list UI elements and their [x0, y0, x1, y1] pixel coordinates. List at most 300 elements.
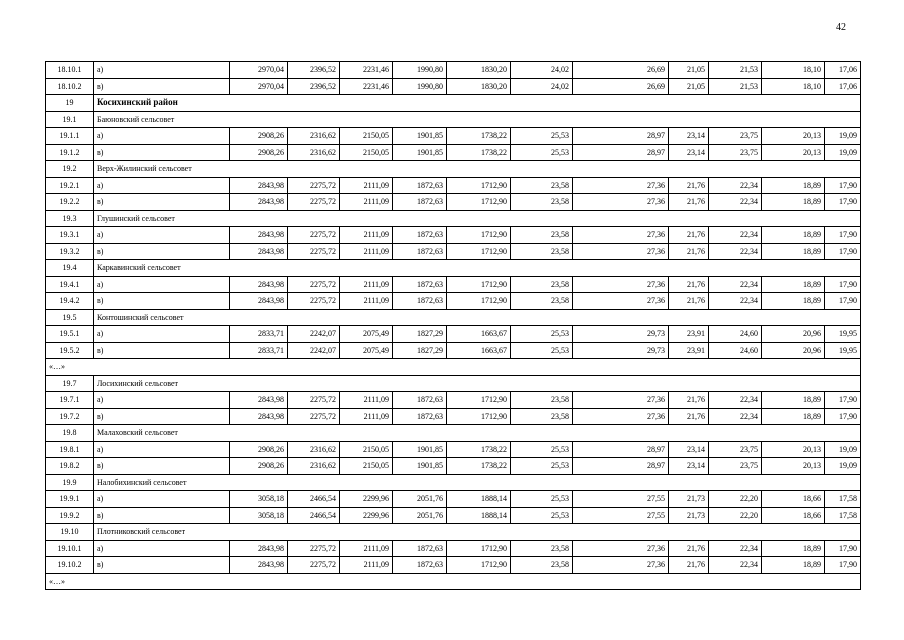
value-cell: 23,58: [511, 557, 573, 574]
value-cell: 23,58: [511, 227, 573, 244]
value-cell: 21,76: [669, 243, 709, 260]
value-cell: 1738,22: [447, 441, 511, 458]
value-cell: 17,90: [825, 392, 861, 409]
table-row: [46, 507, 861, 524]
value-cell: 1712,90: [447, 276, 511, 293]
value-cell: 1738,22: [447, 128, 511, 145]
row-type: в): [94, 458, 230, 475]
row-code: 19.5.2: [46, 342, 94, 359]
value-cell: 21,76: [669, 227, 709, 244]
value-cell: 28,97: [573, 441, 669, 458]
value-cell: 20,96: [762, 326, 825, 343]
table-row: [46, 62, 861, 79]
value-cell: 18,89: [762, 540, 825, 557]
value-cell: 2908,26: [230, 458, 288, 475]
value-cell: 2111,09: [340, 540, 393, 557]
value-cell: 27,36: [573, 243, 669, 260]
value-cell: 23,14: [669, 144, 709, 161]
district-code: 19: [46, 95, 94, 112]
value-cell: 1712,90: [447, 557, 511, 574]
value-cell: 2843,98: [230, 540, 288, 557]
value-cell: 2275,72: [288, 293, 340, 310]
value-cell: 1738,22: [447, 458, 511, 475]
value-cell: 2111,09: [340, 408, 393, 425]
value-cell: 21,76: [669, 557, 709, 574]
value-cell: 23,58: [511, 540, 573, 557]
value-cell: 22,34: [709, 227, 762, 244]
value-cell: 2908,26: [230, 441, 288, 458]
row-type: в): [94, 144, 230, 161]
row-code: 19.9.1: [46, 491, 94, 508]
value-cell: 20,13: [762, 441, 825, 458]
value-cell: 21,76: [669, 540, 709, 557]
page-number: 42: [836, 22, 846, 33]
value-cell: 20,96: [762, 342, 825, 359]
value-cell: 28,97: [573, 458, 669, 475]
value-cell: 22,34: [709, 540, 762, 557]
value-cell: 1990,80: [393, 62, 447, 79]
value-cell: 22,34: [709, 276, 762, 293]
council-row: [46, 161, 861, 178]
council-code: 19.1: [46, 111, 94, 128]
value-cell: 1872,63: [393, 227, 447, 244]
council-title: Налобихинский сельсовет: [94, 474, 861, 491]
council-title: Плотниковский сельсовет: [94, 524, 861, 541]
value-cell: 18,10: [762, 78, 825, 95]
council-row: [46, 309, 861, 326]
council-row: [46, 111, 861, 128]
value-cell: 2111,09: [340, 276, 393, 293]
value-cell: 19,09: [825, 458, 861, 475]
table-row: [46, 243, 861, 260]
value-cell: 25,53: [511, 326, 573, 343]
value-cell: 17,06: [825, 78, 861, 95]
value-cell: 21,76: [669, 392, 709, 409]
value-cell: 1712,90: [447, 293, 511, 310]
value-cell: 2051,76: [393, 507, 447, 524]
row-code: 19.10.1: [46, 540, 94, 557]
tariff-table: [45, 61, 861, 590]
row-code: 19.7.2: [46, 408, 94, 425]
value-cell: 2843,98: [230, 276, 288, 293]
value-cell: 1888,14: [447, 491, 511, 508]
value-cell: 18,89: [762, 557, 825, 574]
value-cell: 18,89: [762, 194, 825, 211]
value-cell: 23,58: [511, 392, 573, 409]
row-type: а): [94, 326, 230, 343]
value-cell: 2299,96: [340, 507, 393, 524]
value-cell: 20,13: [762, 128, 825, 145]
value-cell: 25,53: [511, 458, 573, 475]
value-cell: 28,97: [573, 128, 669, 145]
value-cell: 17,90: [825, 293, 861, 310]
row-type: в): [94, 293, 230, 310]
value-cell: 21,76: [669, 177, 709, 194]
value-cell: 21,53: [709, 78, 762, 95]
value-cell: 29,73: [573, 326, 669, 343]
row-type: а): [94, 392, 230, 409]
value-cell: 2970,04: [230, 62, 288, 79]
value-cell: 1738,22: [447, 144, 511, 161]
value-cell: 2275,72: [288, 243, 340, 260]
value-cell: 18,89: [762, 276, 825, 293]
value-cell: 27,36: [573, 276, 669, 293]
value-cell: 25,53: [511, 507, 573, 524]
value-cell: 17,58: [825, 491, 861, 508]
district-title: Косихинский район: [94, 95, 861, 112]
value-cell: 21,76: [669, 276, 709, 293]
value-cell: 1901,85: [393, 128, 447, 145]
value-cell: 1901,85: [393, 441, 447, 458]
value-cell: 2908,26: [230, 128, 288, 145]
value-cell: 23,75: [709, 458, 762, 475]
row-code: 19.4.1: [46, 276, 94, 293]
row-code: 19.8.1: [46, 441, 94, 458]
value-cell: 2970,04: [230, 78, 288, 95]
table-row: [46, 458, 861, 475]
district-row: [46, 95, 861, 112]
value-cell: 23,91: [669, 342, 709, 359]
value-cell: 21,73: [669, 507, 709, 524]
value-cell: 3058,18: [230, 491, 288, 508]
value-cell: 2396,52: [288, 78, 340, 95]
value-cell: 1663,67: [447, 342, 511, 359]
value-cell: 2111,09: [340, 194, 393, 211]
table-row: [46, 194, 861, 211]
value-cell: 17,90: [825, 408, 861, 425]
table-row: [46, 491, 861, 508]
row-type: а): [94, 227, 230, 244]
value-cell: 2150,05: [340, 144, 393, 161]
row-code: 19.8.2: [46, 458, 94, 475]
row-type: в): [94, 243, 230, 260]
value-cell: 1901,85: [393, 458, 447, 475]
value-cell: 24,02: [511, 62, 573, 79]
value-cell: 1872,63: [393, 177, 447, 194]
value-cell: 2275,72: [288, 408, 340, 425]
value-cell: 18,89: [762, 227, 825, 244]
value-cell: 17,90: [825, 540, 861, 557]
value-cell: 27,36: [573, 194, 669, 211]
value-cell: 27,36: [573, 392, 669, 409]
value-cell: 22,34: [709, 243, 762, 260]
value-cell: 2466,54: [288, 491, 340, 508]
row-code: 18.10.2: [46, 78, 94, 95]
value-cell: 1830,20: [447, 78, 511, 95]
value-cell: 2242,07: [288, 342, 340, 359]
row-code: 19.3.1: [46, 227, 94, 244]
value-cell: 2150,05: [340, 441, 393, 458]
value-cell: 18,89: [762, 177, 825, 194]
value-cell: 1712,90: [447, 227, 511, 244]
council-code: 19.4: [46, 260, 94, 277]
value-cell: 29,73: [573, 342, 669, 359]
value-cell: 23,14: [669, 441, 709, 458]
council-row: [46, 260, 861, 277]
table-row: [46, 540, 861, 557]
table-row: [46, 326, 861, 343]
value-cell: 1830,20: [447, 62, 511, 79]
row-type: а): [94, 62, 230, 79]
value-cell: 18,66: [762, 507, 825, 524]
value-cell: 27,36: [573, 540, 669, 557]
value-cell: 17,90: [825, 276, 861, 293]
value-cell: 2833,71: [230, 326, 288, 343]
value-cell: 21,05: [669, 62, 709, 79]
value-cell: 17,90: [825, 243, 861, 260]
value-cell: 23,14: [669, 128, 709, 145]
value-cell: 1712,90: [447, 392, 511, 409]
value-cell: 20,13: [762, 144, 825, 161]
value-cell: 23,58: [511, 276, 573, 293]
value-cell: 17,90: [825, 177, 861, 194]
value-cell: 2316,62: [288, 128, 340, 145]
table-row: [46, 276, 861, 293]
value-cell: 2242,07: [288, 326, 340, 343]
council-code: 19.10: [46, 524, 94, 541]
value-cell: 18,89: [762, 293, 825, 310]
table-row: [46, 128, 861, 145]
value-cell: 1827,29: [393, 326, 447, 343]
value-cell: 1712,90: [447, 243, 511, 260]
value-cell: 23,58: [511, 408, 573, 425]
value-cell: 21,05: [669, 78, 709, 95]
value-cell: 2843,98: [230, 293, 288, 310]
council-code: 19.3: [46, 210, 94, 227]
value-cell: 27,55: [573, 491, 669, 508]
value-cell: 23,14: [669, 458, 709, 475]
row-code: 19.4.2: [46, 293, 94, 310]
council-title: Лосихинский сельсовет: [94, 375, 861, 392]
value-cell: 24,60: [709, 342, 762, 359]
table-row: [46, 227, 861, 244]
table-row: [46, 557, 861, 574]
value-cell: 23,58: [511, 243, 573, 260]
council-row: [46, 210, 861, 227]
value-cell: 27,36: [573, 408, 669, 425]
value-cell: 2843,98: [230, 243, 288, 260]
value-cell: 23,75: [709, 144, 762, 161]
council-row: [46, 425, 861, 442]
row-code: 19.1.1: [46, 128, 94, 145]
table-row: [46, 293, 861, 310]
value-cell: 22,34: [709, 293, 762, 310]
value-cell: 23,58: [511, 293, 573, 310]
value-cell: 22,34: [709, 194, 762, 211]
value-cell: 1872,63: [393, 392, 447, 409]
value-cell: 3058,18: [230, 507, 288, 524]
value-cell: 19,95: [825, 342, 861, 359]
value-cell: 21,76: [669, 194, 709, 211]
value-cell: 1712,90: [447, 540, 511, 557]
row-type: а): [94, 128, 230, 145]
value-cell: 21,76: [669, 408, 709, 425]
value-cell: 1888,14: [447, 507, 511, 524]
value-cell: 2316,62: [288, 144, 340, 161]
council-title: Малаховский сельсовет: [94, 425, 861, 442]
value-cell: 27,36: [573, 293, 669, 310]
value-cell: 27,36: [573, 177, 669, 194]
value-cell: 2316,62: [288, 458, 340, 475]
omission-mark: «…»: [46, 359, 861, 376]
value-cell: 25,53: [511, 441, 573, 458]
row-type: а): [94, 441, 230, 458]
council-title: Верх-Жилинский сельсовет: [94, 161, 861, 178]
value-cell: 19,09: [825, 144, 861, 161]
council-code: 19.2: [46, 161, 94, 178]
row-type: в): [94, 507, 230, 524]
row-type: в): [94, 78, 230, 95]
value-cell: 2111,09: [340, 392, 393, 409]
value-cell: 1663,67: [447, 326, 511, 343]
value-cell: 2075,49: [340, 342, 393, 359]
value-cell: 2231,46: [340, 78, 393, 95]
value-cell: 25,53: [511, 491, 573, 508]
value-cell: 28,97: [573, 144, 669, 161]
value-cell: 23,58: [511, 194, 573, 211]
value-cell: 2111,09: [340, 227, 393, 244]
value-cell: 1872,63: [393, 243, 447, 260]
value-cell: 2843,98: [230, 392, 288, 409]
value-cell: 18,89: [762, 408, 825, 425]
value-cell: 1712,90: [447, 194, 511, 211]
row-type: в): [94, 408, 230, 425]
value-cell: 2316,62: [288, 441, 340, 458]
value-cell: 2275,72: [288, 194, 340, 211]
value-cell: 24,60: [709, 326, 762, 343]
value-cell: 1872,63: [393, 540, 447, 557]
value-cell: 1827,29: [393, 342, 447, 359]
value-cell: 17,90: [825, 227, 861, 244]
value-cell: 18,89: [762, 392, 825, 409]
value-cell: 17,58: [825, 507, 861, 524]
value-cell: 2150,05: [340, 128, 393, 145]
council-title: Контошинский сельсовет: [94, 309, 861, 326]
council-title: Каркавинский сельсовет: [94, 260, 861, 277]
value-cell: 1712,90: [447, 177, 511, 194]
value-cell: 2833,71: [230, 342, 288, 359]
value-cell: 22,34: [709, 177, 762, 194]
value-cell: 2843,98: [230, 557, 288, 574]
value-cell: 2075,49: [340, 326, 393, 343]
council-code: 19.9: [46, 474, 94, 491]
value-cell: 1712,90: [447, 408, 511, 425]
row-type: а): [94, 491, 230, 508]
row-type: а): [94, 276, 230, 293]
row-code: 19.9.2: [46, 507, 94, 524]
value-cell: 27,55: [573, 507, 669, 524]
value-cell: 1990,80: [393, 78, 447, 95]
table-row: [46, 342, 861, 359]
row-type: в): [94, 342, 230, 359]
value-cell: 26,69: [573, 62, 669, 79]
row-code: 19.2.1: [46, 177, 94, 194]
value-cell: 2111,09: [340, 293, 393, 310]
row-type: а): [94, 177, 230, 194]
value-cell: 2299,96: [340, 491, 393, 508]
value-cell: 1872,63: [393, 293, 447, 310]
value-cell: 2843,98: [230, 194, 288, 211]
row-code: 18.10.1: [46, 62, 94, 79]
value-cell: 2111,09: [340, 557, 393, 574]
value-cell: 23,58: [511, 177, 573, 194]
value-cell: 17,90: [825, 557, 861, 574]
value-cell: 2275,72: [288, 392, 340, 409]
value-cell: 17,06: [825, 62, 861, 79]
omission-row: [46, 359, 861, 376]
value-cell: 1872,63: [393, 408, 447, 425]
value-cell: 2275,72: [288, 227, 340, 244]
value-cell: 1872,63: [393, 276, 447, 293]
row-code: 19.7.1: [46, 392, 94, 409]
row-type: в): [94, 194, 230, 211]
value-cell: 24,02: [511, 78, 573, 95]
value-cell: 2111,09: [340, 177, 393, 194]
value-cell: 23,91: [669, 326, 709, 343]
value-cell: 17,90: [825, 194, 861, 211]
value-cell: 2150,05: [340, 458, 393, 475]
council-title: Баюновский сельсовет: [94, 111, 861, 128]
tariff-table-body: [46, 62, 861, 590]
value-cell: 2275,72: [288, 540, 340, 557]
value-cell: 19,09: [825, 441, 861, 458]
value-cell: 19,95: [825, 326, 861, 343]
value-cell: 21,76: [669, 293, 709, 310]
value-cell: 1901,85: [393, 144, 447, 161]
value-cell: 20,13: [762, 458, 825, 475]
value-cell: 2843,98: [230, 177, 288, 194]
value-cell: 22,20: [709, 491, 762, 508]
value-cell: 27,36: [573, 227, 669, 244]
council-row: [46, 375, 861, 392]
omission-row: [46, 573, 861, 590]
row-code: 19.3.2: [46, 243, 94, 260]
council-code: 19.5: [46, 309, 94, 326]
row-type: в): [94, 557, 230, 574]
value-cell: 2843,98: [230, 408, 288, 425]
value-cell: 1872,63: [393, 557, 447, 574]
value-cell: 23,75: [709, 441, 762, 458]
value-cell: 26,69: [573, 78, 669, 95]
value-cell: 2051,76: [393, 491, 447, 508]
value-cell: 18,89: [762, 243, 825, 260]
value-cell: 19,09: [825, 128, 861, 145]
value-cell: 25,53: [511, 128, 573, 145]
row-code: 19.10.2: [46, 557, 94, 574]
value-cell: 2275,72: [288, 177, 340, 194]
table-row: [46, 78, 861, 95]
value-cell: 2843,98: [230, 227, 288, 244]
value-cell: 22,34: [709, 392, 762, 409]
table-row: [46, 441, 861, 458]
council-code: 19.7: [46, 375, 94, 392]
value-cell: 1872,63: [393, 194, 447, 211]
council-title: Глушинский сельсовет: [94, 210, 861, 227]
council-row: [46, 524, 861, 541]
value-cell: 21,53: [709, 62, 762, 79]
value-cell: 18,66: [762, 491, 825, 508]
table-row: [46, 408, 861, 425]
value-cell: 21,73: [669, 491, 709, 508]
row-code: 19.2.2: [46, 194, 94, 211]
value-cell: 25,53: [511, 144, 573, 161]
table-row: [46, 177, 861, 194]
value-cell: 2466,54: [288, 507, 340, 524]
value-cell: 27,36: [573, 557, 669, 574]
value-cell: 18,10: [762, 62, 825, 79]
row-type: а): [94, 540, 230, 557]
value-cell: 2275,72: [288, 276, 340, 293]
